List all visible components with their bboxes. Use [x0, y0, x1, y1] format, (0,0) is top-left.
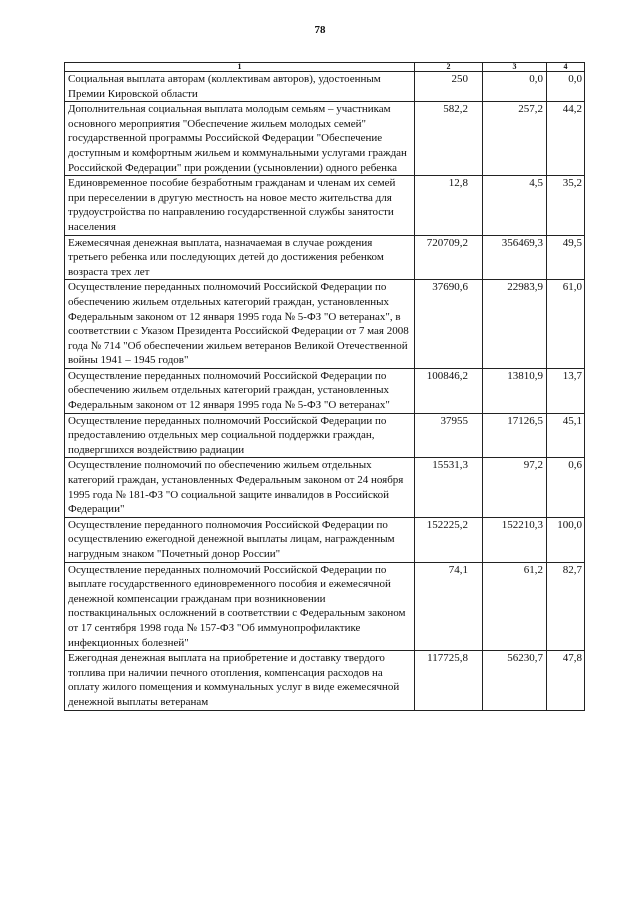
table-row [65, 651, 585, 710]
row-value-col2: 37690,6 [415, 280, 483, 369]
row-value-col3: 0,0 [483, 72, 547, 102]
row-value-col3: 4,5 [483, 176, 547, 235]
table-header-row [65, 63, 585, 72]
row-value-col2: 250 [415, 72, 483, 102]
row-name: Ежегодная денежная выплата на приобретение и доставку твердого топлива при наличии печного отопления, компенсация расходов на оплату жилого помещения и коммунальных услуг в виде ежемесячной денежной выплаты ветеранам [65, 651, 415, 710]
table-row [65, 368, 585, 413]
table-row [65, 235, 585, 280]
column-header-1: 1 [65, 63, 415, 72]
row-value-col4: 0,0 [547, 72, 585, 102]
row-value-col2: 12,8 [415, 176, 483, 235]
row-value-col3: 13810,9 [483, 368, 547, 413]
row-value-col3: 152210,3 [483, 517, 547, 562]
row-value-col2: 37955 [415, 413, 483, 458]
row-value-col4: 0,6 [547, 458, 585, 517]
column-header-3: 3 [483, 63, 547, 72]
row-name: Осуществление переданных полномочий Российской Федерации по обеспечению жильем отдельных категорий граждан, установленных Федеральным законом от 12 января 1995 года № 5-ФЗ "О ветеранах" [65, 368, 415, 413]
row-value-col2: 152225,2 [415, 517, 483, 562]
table-row [65, 176, 585, 235]
table-row [65, 413, 585, 458]
column-header-2: 2 [415, 63, 483, 72]
row-value-col4: 49,5 [547, 235, 585, 280]
row-name: Осуществление переданных полномочий Российской Федерации по обеспечению жильем отдельных категорий граждан, установленных Федеральным законом от 12 января 1995 года № 5-ФЗ "О ветеранах", в соответствии с Указом Президента Российской Федерации от 7 мая 2008 года № 714 "Об обеспечении жильем ветеранов Великой Отечественной войны 1941 – 1945 годов" [65, 280, 415, 369]
row-name: Осуществление полномочий по обеспечению жильем отдельных категорий граждан, установленных Федеральным законом от 24 ноября 1995 года № 181-ФЗ "О социальной защите инвалидов в Российской Федерации" [65, 458, 415, 517]
row-name: Осуществление переданных полномочий Российской Федерации по выплате государственного единовременного пособия и ежемесячной денежной компенсации гражданам при возникновении поствакцинальных осложнений в соответствии с Федеральным законом от 17 сентября 1998 года № 157-ФЗ "Об иммунопрофилактике инфекционных болезней" [65, 562, 415, 651]
row-value-col3: 22983,9 [483, 280, 547, 369]
row-value-col2: 720709,2 [415, 235, 483, 280]
page-number: 78 [314, 24, 326, 36]
row-value-col2: 117725,8 [415, 651, 483, 710]
row-value-col4: 100,0 [547, 517, 585, 562]
table-row [65, 562, 585, 651]
row-value-col3: 17126,5 [483, 413, 547, 458]
row-value-col2: 15531,3 [415, 458, 483, 517]
row-value-col3: 61,2 [483, 562, 547, 651]
row-value-col2: 74,1 [415, 562, 483, 651]
table-row [65, 458, 585, 517]
table-row [65, 517, 585, 562]
row-name: Ежемесячная денежная выплата, назначаемая в случае рождения третьего ребенка или последующих детей до достижения ребенком возраста трех лет [65, 235, 415, 280]
row-value-col2: 100846,2 [415, 368, 483, 413]
row-value-col4: 35,2 [547, 176, 585, 235]
table-row [65, 102, 585, 176]
row-name: Социальная выплата авторам (коллективам авторов), удостоенным Премии Кировской области [65, 72, 415, 102]
row-name: Единовременное пособие безработным гражданам и членам их семей при переселении в другую местность на новое место жительства для трудоустройства по направлению государственной службы занятости населения [65, 176, 415, 235]
row-value-col4: 47,8 [547, 651, 585, 710]
table-row [65, 280, 585, 369]
row-value-col4: 82,7 [547, 562, 585, 651]
row-value-col4: 13,7 [547, 368, 585, 413]
table-row [65, 72, 585, 102]
row-value-col3: 97,2 [483, 458, 547, 517]
row-name: Дополнительная социальная выплата молодым семьям – участникам основного мероприятия "Обеспечение жильем молодых семей" государственной программы Российской Федерации "Обеспечение доступным и комфортным жильем и коммунальными услугами граждан Российской Федерации" при рождении (усыновлении) одного ребенка [65, 102, 415, 176]
row-value-col3: 257,2 [483, 102, 547, 176]
row-value-col4: 45,1 [547, 413, 585, 458]
budget-table [64, 62, 585, 711]
row-value-col3: 356469,3 [483, 235, 547, 280]
column-header-4: 4 [547, 63, 585, 72]
row-value-col4: 44,2 [547, 102, 585, 176]
row-name: Осуществление переданных полномочий Российской Федерации по предоставлению отдельных мер социальной поддержки граждан, подвергшихся воздействию радиации [65, 413, 415, 458]
row-value-col4: 61,0 [547, 280, 585, 369]
row-value-col2: 582,2 [415, 102, 483, 176]
row-name: Осуществление переданного полномочия Российской Федерации по осуществлению ежегодной денежной выплаты лицам, награжденным нагрудным знаком "Почетный донор России" [65, 517, 415, 562]
row-value-col3: 56230,7 [483, 651, 547, 710]
